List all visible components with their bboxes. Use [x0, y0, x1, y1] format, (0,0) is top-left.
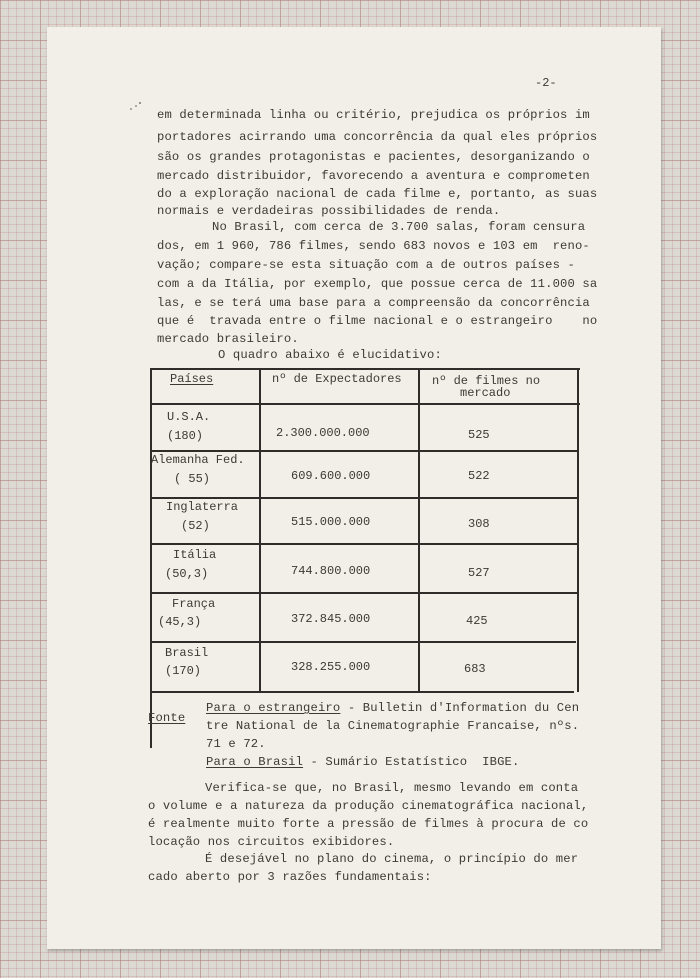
source-label: Fonte	[148, 711, 186, 725]
text-line: locação nos circuitos exibidores.	[148, 835, 395, 849]
spectators-cell: 744.800.000	[291, 564, 371, 578]
films-cell: 525	[468, 428, 490, 442]
spectators-cell: 328.255.000	[291, 660, 371, 674]
text-line: que é travada entre o filme nacional e o estrangeiro no	[157, 314, 598, 328]
table-rule	[418, 368, 420, 692]
table-rule	[150, 368, 580, 370]
text-line: normais e verdadeiras possibilidades de renda.	[157, 204, 501, 218]
country-cell: Itália	[173, 548, 217, 562]
text-line: É desejável no plano do cinema, o princípio do mer	[205, 852, 579, 866]
films-cell: 308	[468, 517, 490, 531]
table-rule	[259, 368, 261, 692]
table-rule	[150, 543, 578, 545]
text-line: o volume e a natureza da produção cinematográfica nacional,	[148, 799, 589, 813]
header-films-2: mercado	[460, 386, 511, 400]
header-spectators: nº de Expectadores	[272, 372, 402, 386]
table-rule	[150, 403, 580, 405]
text-line: las, e se terá uma base para a compreensão da concorrência	[157, 296, 590, 310]
country-sub: (50,3)	[165, 567, 209, 581]
source-foreign-text: - Bulletin d'Information du Cen	[340, 701, 580, 715]
source-line: tre National de la Cinematographie Francaise, nºs.	[206, 719, 580, 733]
table-intro: O quadro abaixo é elucidativo:	[218, 348, 442, 362]
films-cell: 683	[464, 662, 486, 676]
country-cell: U.S.A.	[167, 410, 211, 424]
source-line	[206, 753, 519, 771]
source-brazil-label: Para o Brasil	[206, 755, 304, 769]
country-sub: ( 55)	[174, 472, 211, 486]
text-line: mercado distribuidor, favorecendo a aventura e comprometen	[157, 169, 590, 183]
spectators-cell: 2.300.000.000	[276, 426, 370, 440]
text-line: No Brasil, com cerca de 3.700 salas, foram censura	[212, 220, 586, 234]
text-line: Verifica-se que, no Brasil, mesmo levando em conta	[205, 781, 579, 795]
text-line: dos, em 1 960, 786 filmes, sendo 683 novos e 103 em reno-	[157, 239, 590, 253]
text-line: cado aberto por 3 razões fundamentais:	[148, 870, 432, 884]
source-foreign-label: Para o estrangeiro	[206, 701, 341, 715]
text-line: vação; compare-se esta situação com a de outros países -	[157, 258, 575, 272]
films-cell: 522	[468, 469, 490, 483]
spectators-cell: 372.845.000	[291, 612, 371, 626]
country-sub: (170)	[165, 664, 202, 678]
country-sub: (45,3)	[158, 615, 202, 629]
table-rule	[577, 368, 579, 692]
country-cell: Inglaterra	[166, 500, 239, 514]
text-line: do a exploração nacional de cada filme e, portanto, as suas	[157, 187, 598, 201]
text-line: é realmente muito forte a pressão de filmes à procura de co	[148, 817, 589, 831]
country-cell: Brasil	[165, 646, 209, 660]
films-cell: 527	[468, 566, 490, 580]
paper-specks	[127, 99, 145, 113]
page-number: -2-	[535, 76, 557, 90]
country-sub: (52)	[181, 519, 210, 533]
text-line: mercado brasileiro.	[157, 332, 299, 346]
text-line: portadores acirrando uma concorrência da qual eles próprios	[157, 130, 598, 144]
source-line: 71 e 72.	[206, 737, 266, 751]
source-line	[206, 699, 579, 717]
table-rule	[150, 368, 152, 748]
header-films-1: nº de filmes no	[432, 374, 541, 388]
source-brazil-text: - Sumário Estatístico IBGE.	[303, 755, 520, 769]
country-sub: (180)	[167, 429, 204, 443]
table-rule	[150, 691, 574, 693]
table-rule	[150, 641, 576, 643]
text-line: são os grandes protagonistas e pacientes, desorganizando o	[157, 150, 590, 164]
spectators-cell: 609.600.000	[291, 469, 371, 483]
films-cell: 425	[466, 614, 488, 628]
text-line: com a da Itália, por exemplo, que possue cerca de 11.000 sa	[157, 277, 598, 291]
text-line: em determinada linha ou critério, prejudica os próprios im	[157, 108, 590, 122]
header-countries: Países	[170, 372, 214, 386]
country-cell: Alemanha Fed.	[151, 453, 245, 467]
spectators-cell: 515.000.000	[291, 515, 371, 529]
country-cell: França	[172, 597, 216, 611]
table-rule	[150, 592, 578, 594]
